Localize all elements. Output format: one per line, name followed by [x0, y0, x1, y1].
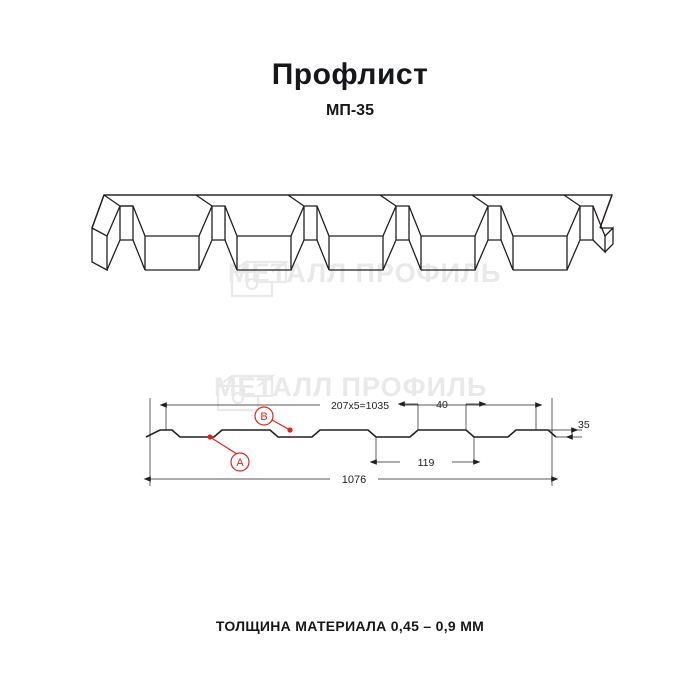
page-title: Профлист: [271, 58, 429, 91]
watermark-logo-top: [232, 262, 286, 296]
dimension-rib-top-label: 40: [436, 399, 448, 411]
dimension-height-label: 35: [578, 419, 590, 431]
dimension-total-width-label: 1076: [341, 474, 367, 486]
dimension-rib-bottom-label: 119: [417, 457, 435, 469]
watermark-text-bottom: МЕТАЛЛ ПРОФИЛЬ: [214, 372, 488, 402]
callout-b-label: B: [260, 411, 268, 423]
product-model-label: МП-35: [326, 102, 374, 119]
cross-section-view: [146, 398, 590, 486]
callout-b: [255, 407, 293, 433]
callout-a: [207, 434, 249, 471]
material-thickness-note: ТОЛЩИНА МАТЕРИАЛА 0,45 – 0,9 ММ: [215, 618, 485, 634]
watermark-text-top: МЕТАЛЛ ПРОФИЛЬ: [228, 258, 502, 288]
profile-outline: [146, 430, 556, 437]
callout-a-label: A: [236, 457, 244, 469]
isometric-view: [92, 195, 613, 270]
dimension-pitch-label: 207х5=1035: [330, 400, 390, 412]
